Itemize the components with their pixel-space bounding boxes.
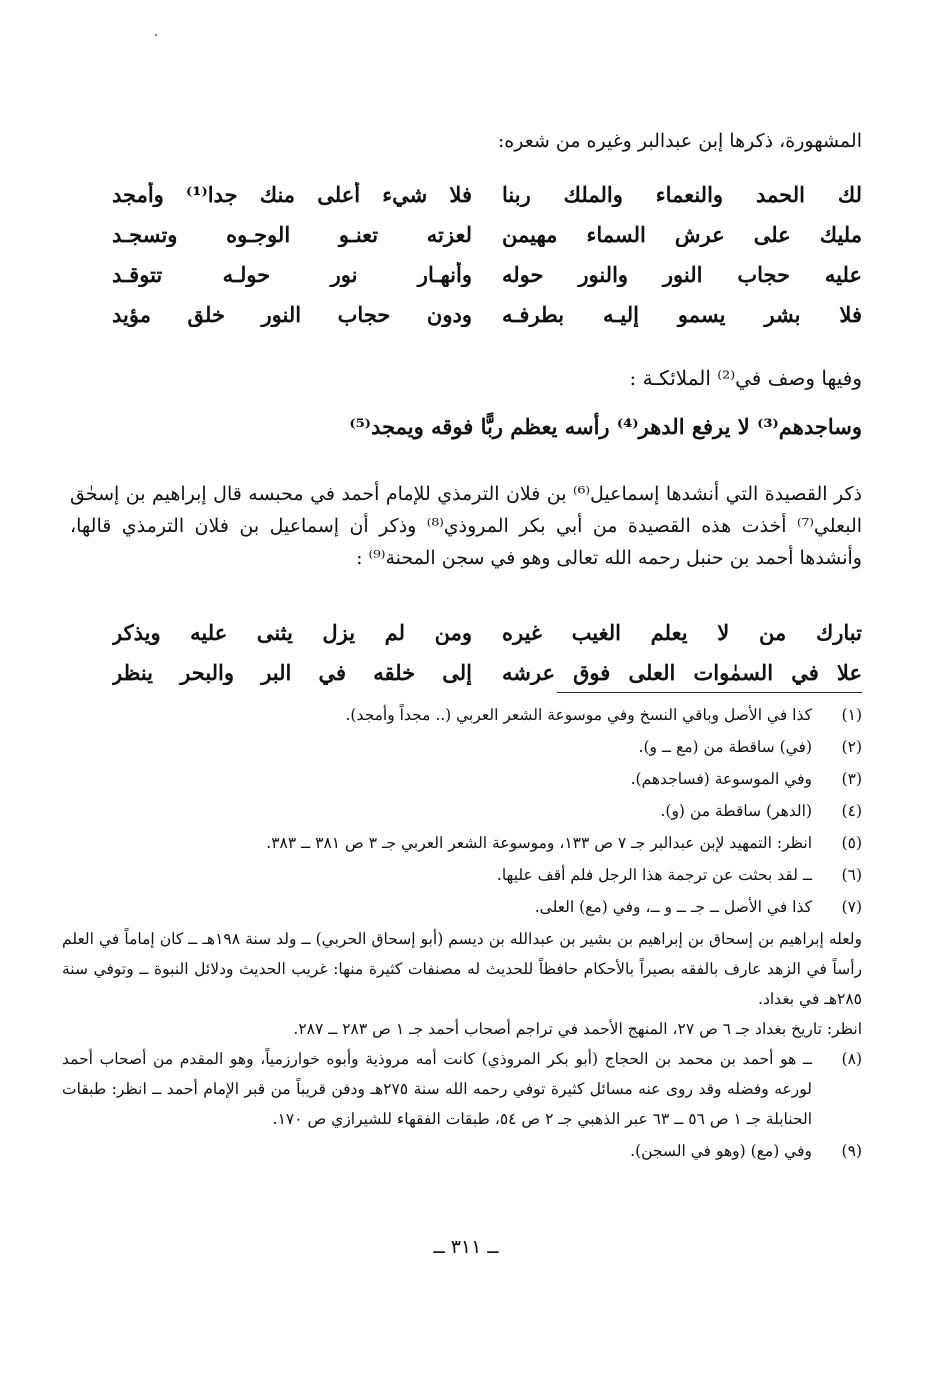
footnote-text: (في) ساقطة من (مع ــ و).: [638, 738, 812, 756]
footnotes: [62, 700, 862, 1168]
footnote-number: (٨): [841, 1050, 862, 1068]
footnote-number: (١): [841, 706, 862, 724]
footnote: [62, 860, 862, 890]
footnote-text: ــ هو أحمد بن محمد بن الحجاج (أبو بكر المروذي) كانت أمه مروذية وأبوه خوارزمياً، وهو المقدم من أصحاب أحمد لورعه وفضله وقد روى عنه مسائل كثيرة توفي رحمه الله سنة ٢٧٥هـ ودفن قريباً من قبر الإمام أحمد ــ انظر: طبقات الحنابلة جـ ١ ص ٥٦ ــ ٦٣ عبر الذهبي جـ ٢ ص ٥٤، طبقات الفقهاء للشيرازي ص ١٧٠.: [62, 1050, 812, 1128]
footnote-text: (الدهر) ساقطة من (و).: [660, 802, 812, 820]
intro-line: المشهورة، ذكرها إبن عبدالبر وغيره من شعره:: [497, 130, 862, 152]
narration-paragraph: ذكر القصيدة التي أنشدها إسماعيل⁽⁶⁾ بن فلان الترمذي للإمام أحمد في محبسه قال إبراهيم بن إسحٰق البعلي⁽⁷⁾ أخذت هذه القصيدة من أبي بكر المروذي⁽⁸⁾ وذكر أن إسماعيل بن فلان الترمذي قالها، وأنشدها أحمد بن حنبل رحمه الله تعالى وهو في سجن المحنة⁽⁹⁾ :: [70, 483, 863, 569]
footnote-text: انظر: التمهيد لإبن عبدالبر جـ ٧ ص ١٣٣، وموسوعة الشعر العربي جـ ٣ ص ٣٨١ ــ ٣٨٣.: [266, 834, 812, 852]
footnote-text: كذا في الأصل وباقي النسخ وفي موسوعة الشعر العربي (.. مجداً وأمجد).: [345, 706, 812, 724]
verse-row: [112, 294, 862, 334]
footnote: [62, 796, 862, 826]
footnote: [62, 828, 862, 858]
footnote-number: (٢): [841, 738, 862, 756]
footnote: [62, 732, 862, 762]
verse-first-hemistich: لك الحمد والنعماء والملك ربنا: [502, 181, 862, 207]
poem-one: [112, 174, 862, 334]
footnote-reference: انظر: تاريخ بغداد جـ ٦ ص ٢٧، المنهج الأحمد في تراجم أصحاب أحمد جـ ١ ص ٢٨٣ ــ ٢٨٧.: [293, 1020, 862, 1038]
footnote-number: (٩): [841, 1142, 862, 1160]
verse-first-hemistich: علا في السمٰوات العلى فوق عرشه: [502, 659, 862, 685]
verse-row: [112, 214, 862, 254]
verse-first-hemistich: عليه حجاب النور والنور حوله: [502, 261, 862, 287]
footnote-number: (٤): [841, 802, 862, 820]
footnote: [62, 764, 862, 794]
footnote-text: ــ لقد بحثت عن ترجمة هذا الرجل فلم أقف عليها.: [496, 866, 812, 884]
verse-second-hemistich: فلا شيء أعلى منك جدا⁽¹⁾ وأمجد: [112, 181, 472, 207]
footnote-text: كذا في الأصل ــ جـ ــ و ــ، وفي (مع) العلى.: [534, 898, 812, 916]
verse-second-hemistich: ومن لم يزل يثنى عليه ويذكر: [112, 619, 472, 645]
footnote-number: (٧): [841, 898, 862, 916]
page-number: ــ ٣١١ ــ: [433, 1236, 499, 1258]
footnote-text: وفي (مع) (وهو في السجن).: [630, 1142, 812, 1160]
footnote: [62, 892, 862, 922]
footnote-text: وفي الموسوعة (فساجدهم).: [630, 770, 812, 788]
speck-mark: [155, 34, 157, 36]
footnote: [62, 1044, 862, 1134]
footnote-number: (٦): [841, 866, 862, 884]
verse-second-hemistich: ودون حجاب النور خلق مؤيد: [112, 301, 472, 327]
verse-row: [112, 254, 862, 294]
verse-second-hemistich: وأنهـار نور حولـه تتوقـد: [112, 261, 472, 287]
angels-line: وفيها وصف في⁽²⁾ الملائكـة :: [629, 366, 862, 390]
verse-first-hemistich: فلا بشر يسمو إليـه بطرفـه: [502, 301, 862, 327]
verse-row: [112, 652, 862, 692]
footnote: [62, 1136, 862, 1166]
poem-two: [112, 612, 862, 692]
footnote-number: (٥): [841, 834, 862, 852]
verse-first-hemistich: مليك على عرش السماء مهيمن: [502, 221, 862, 247]
footnote-continuation: ولعله إبراهيم بن إسحاق بن إبراهيم بن بشير بن عبدالله بن ديسم (أبو إسحاق الحربي) ــ ولد سنة ١٩٨هـ ــ كان إماماً في العلم رأساً في الزهد عارف بالفقه بصيراً بالأحكام حافظاً للحديث له مصنفات كثيرة منها: غريب الحديث ودلائل النبوة ــ وتوفي سنة ٢٨٥هـ في بغداد.: [62, 930, 862, 1008]
footnote: [62, 700, 862, 730]
single-verse: وساجدهم⁽³⁾ لا يرفع الدهر⁽⁴⁾ رأسه يعظم ربًّا فوقه ويمجد⁽⁵⁾: [349, 414, 862, 439]
verse-row: [112, 174, 862, 214]
verse-second-hemistich: إلى خلقه في البر والبحر ينظر: [112, 659, 472, 685]
verse-first-hemistich: تبارك من لا يعلم الغيب غيره: [502, 619, 862, 645]
verse-second-hemistich: لعزته تعنـو الوجـوه وتسجـد: [112, 221, 472, 247]
footnote-divider: [557, 692, 862, 693]
verse-row: [112, 612, 862, 652]
footnote-number: (٣): [841, 770, 862, 788]
